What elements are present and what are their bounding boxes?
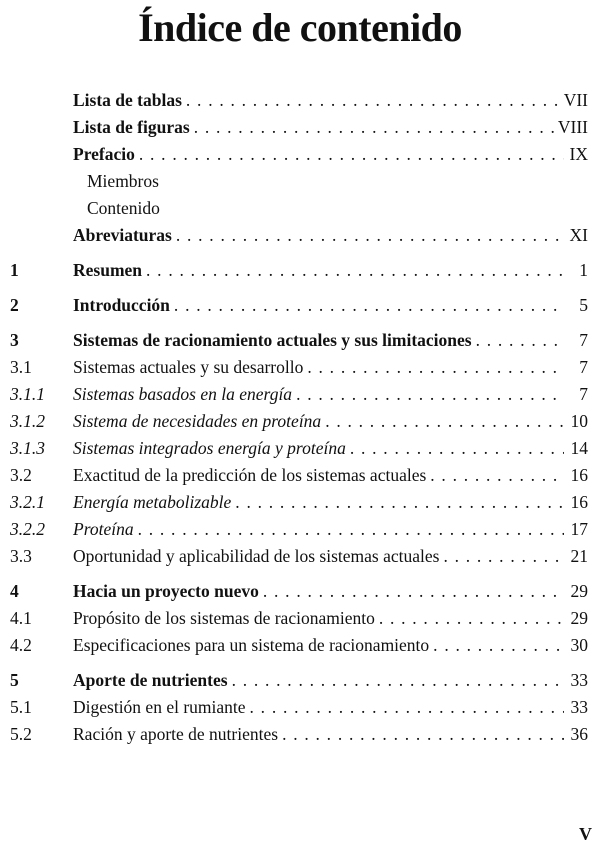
toc-entry — [0, 384, 600, 411]
toc-leader-dots — [194, 117, 554, 138]
toc-leader-dots — [263, 581, 564, 602]
toc-entry-page: 5 — [579, 295, 588, 315]
toc-entry-page: VIII — [557, 117, 588, 137]
toc-entry-number: 5 — [10, 670, 19, 690]
toc-entry-page: 29 — [570, 608, 588, 628]
toc-leader-dots — [138, 519, 564, 540]
toc-entry-title: Sistemas de racionamiento actuales y sus limitaciones — [73, 330, 472, 350]
toc-entry — [0, 724, 600, 751]
toc-entry-page: 21 — [570, 546, 588, 566]
toc-entry — [0, 295, 600, 322]
toc-entry-title: Ración y aporte de nutrientes — [73, 724, 279, 744]
toc-entry-page: 36 — [570, 724, 588, 744]
toc-entry-page: VII — [563, 90, 588, 110]
table-of-contents — [0, 90, 600, 751]
toc-entry-title: Lista de tablas — [73, 90, 182, 110]
toc-entry — [0, 330, 600, 357]
toc-entry — [0, 117, 600, 144]
toc-leader-dots — [350, 438, 564, 459]
toc-entry-title: Energía metabolizable — [73, 492, 232, 512]
toc-entry — [0, 357, 600, 384]
toc-entry-title: Introducción — [73, 295, 170, 315]
toc-leader-dots — [250, 697, 564, 718]
toc-entry-title: Especificaciones para un sistema de racionamiento — [73, 635, 430, 655]
toc-entry — [0, 225, 600, 252]
page-title: Índice de contenido — [138, 5, 462, 50]
toc-entry — [0, 697, 600, 724]
toc-entry-title: Aporte de nutrientes — [73, 670, 228, 690]
toc-entry-page: 7 — [579, 384, 588, 404]
toc-entry-title: Prefacio — [73, 144, 135, 164]
toc-entry-number: 4 — [10, 581, 19, 601]
toc-entry-number: 2 — [10, 295, 19, 315]
toc-entry-page: 7 — [579, 357, 588, 377]
toc-entry — [0, 260, 600, 287]
toc-entry-number: 3.3 — [10, 546, 32, 566]
toc-entry-title: Oportunidad y aplicabilidad de los sistemas actuales — [73, 546, 440, 566]
toc-entry-page: 7 — [579, 330, 588, 350]
toc-entry — [0, 492, 600, 519]
toc-entry — [0, 608, 600, 635]
toc-leader-dots — [433, 635, 564, 656]
toc-entry-title: Sistema de necesidades en proteína — [73, 411, 322, 431]
toc-leader-dots — [174, 295, 564, 316]
toc-leader-dots — [176, 225, 564, 246]
toc-leader-dots — [476, 330, 564, 351]
toc-entry-number: 4.1 — [10, 608, 32, 628]
toc-entry-title: Hacia un proyecto nuevo — [73, 581, 259, 601]
toc-entry-title: Exactitud de la predicción de los sistemas actuales — [73, 465, 427, 485]
toc-entry-title: Proteína — [73, 519, 134, 539]
toc-entry-title: Contenido — [87, 198, 160, 218]
toc-entry-title: Miembros — [87, 171, 159, 191]
toc-entry-page: 33 — [570, 697, 588, 717]
toc-entry-title: Resumen — [73, 260, 143, 280]
toc-entry-page: 29 — [570, 581, 588, 601]
toc-leader-dots — [307, 357, 564, 378]
toc-leader-dots — [282, 724, 564, 745]
toc-entry-page: 30 — [570, 635, 588, 655]
toc-entry — [0, 171, 600, 198]
toc-leader-dots — [379, 608, 564, 629]
toc-entry-title: Sistemas integrados energía y proteína — [73, 438, 346, 458]
toc-entry-page: 33 — [570, 670, 588, 690]
toc-entry — [0, 144, 600, 171]
toc-entry-title: Propósito de los sistemas de racionamiento — [73, 608, 375, 628]
toc-entry-page: 10 — [570, 411, 588, 431]
toc-leader-dots — [232, 670, 564, 691]
toc-entry-title: Lista de figuras — [73, 117, 190, 137]
toc-entry-number: 3.1.1 — [10, 384, 45, 404]
toc-leader-dots — [139, 144, 564, 165]
page-number: V — [579, 824, 592, 844]
toc-entry — [0, 198, 600, 225]
toc-entry-page: IX — [569, 144, 588, 164]
toc-leader-dots — [186, 90, 560, 111]
toc-entry-title: Digestión en el rumiante — [73, 697, 246, 717]
toc-entry-number: 3.2 — [10, 465, 32, 485]
toc-leader-dots — [235, 492, 564, 513]
toc-entry-page: XI — [569, 225, 588, 245]
toc-entry-title: Abreviaturas — [73, 225, 172, 245]
toc-entry-number: 3 — [10, 330, 19, 350]
toc-entry — [0, 90, 600, 117]
toc-entry-page: 1 — [579, 260, 588, 280]
toc-entry-number: 3.1 — [10, 357, 32, 377]
toc-entry-number: 5.2 — [10, 724, 32, 744]
toc-entry-number: 3.1.2 — [10, 411, 45, 431]
toc-entry — [0, 519, 600, 546]
toc-entry — [0, 635, 600, 662]
toc-entry — [0, 546, 600, 573]
toc-entry-page: 16 — [570, 465, 588, 485]
toc-leader-dots — [443, 546, 564, 567]
toc-leader-dots — [296, 384, 564, 405]
toc-leader-dots — [325, 411, 564, 432]
toc-entry-page: 16 — [570, 492, 588, 512]
toc-entry-page: 14 — [570, 438, 588, 458]
toc-entry — [0, 581, 600, 608]
toc-entry — [0, 438, 600, 465]
toc-entry-number: 1 — [10, 260, 19, 280]
toc-entry-title: Sistemas actuales y su desarrollo — [73, 357, 304, 377]
toc-entry-number: 3.2.1 — [10, 492, 45, 512]
toc-entry-number: 3.1.3 — [10, 438, 45, 458]
toc-entry — [0, 465, 600, 492]
toc-entry-number: 5.1 — [10, 697, 32, 717]
toc-entry — [0, 670, 600, 697]
toc-entry-title: Sistemas basados en la energía — [73, 384, 293, 404]
toc-leader-dots — [430, 465, 564, 486]
toc-entry-page: 17 — [570, 519, 588, 539]
toc-entry-number: 3.2.2 — [10, 519, 45, 539]
toc-leader-dots — [146, 260, 564, 281]
toc-entry-number: 4.2 — [10, 635, 32, 655]
toc-entry — [0, 411, 600, 438]
